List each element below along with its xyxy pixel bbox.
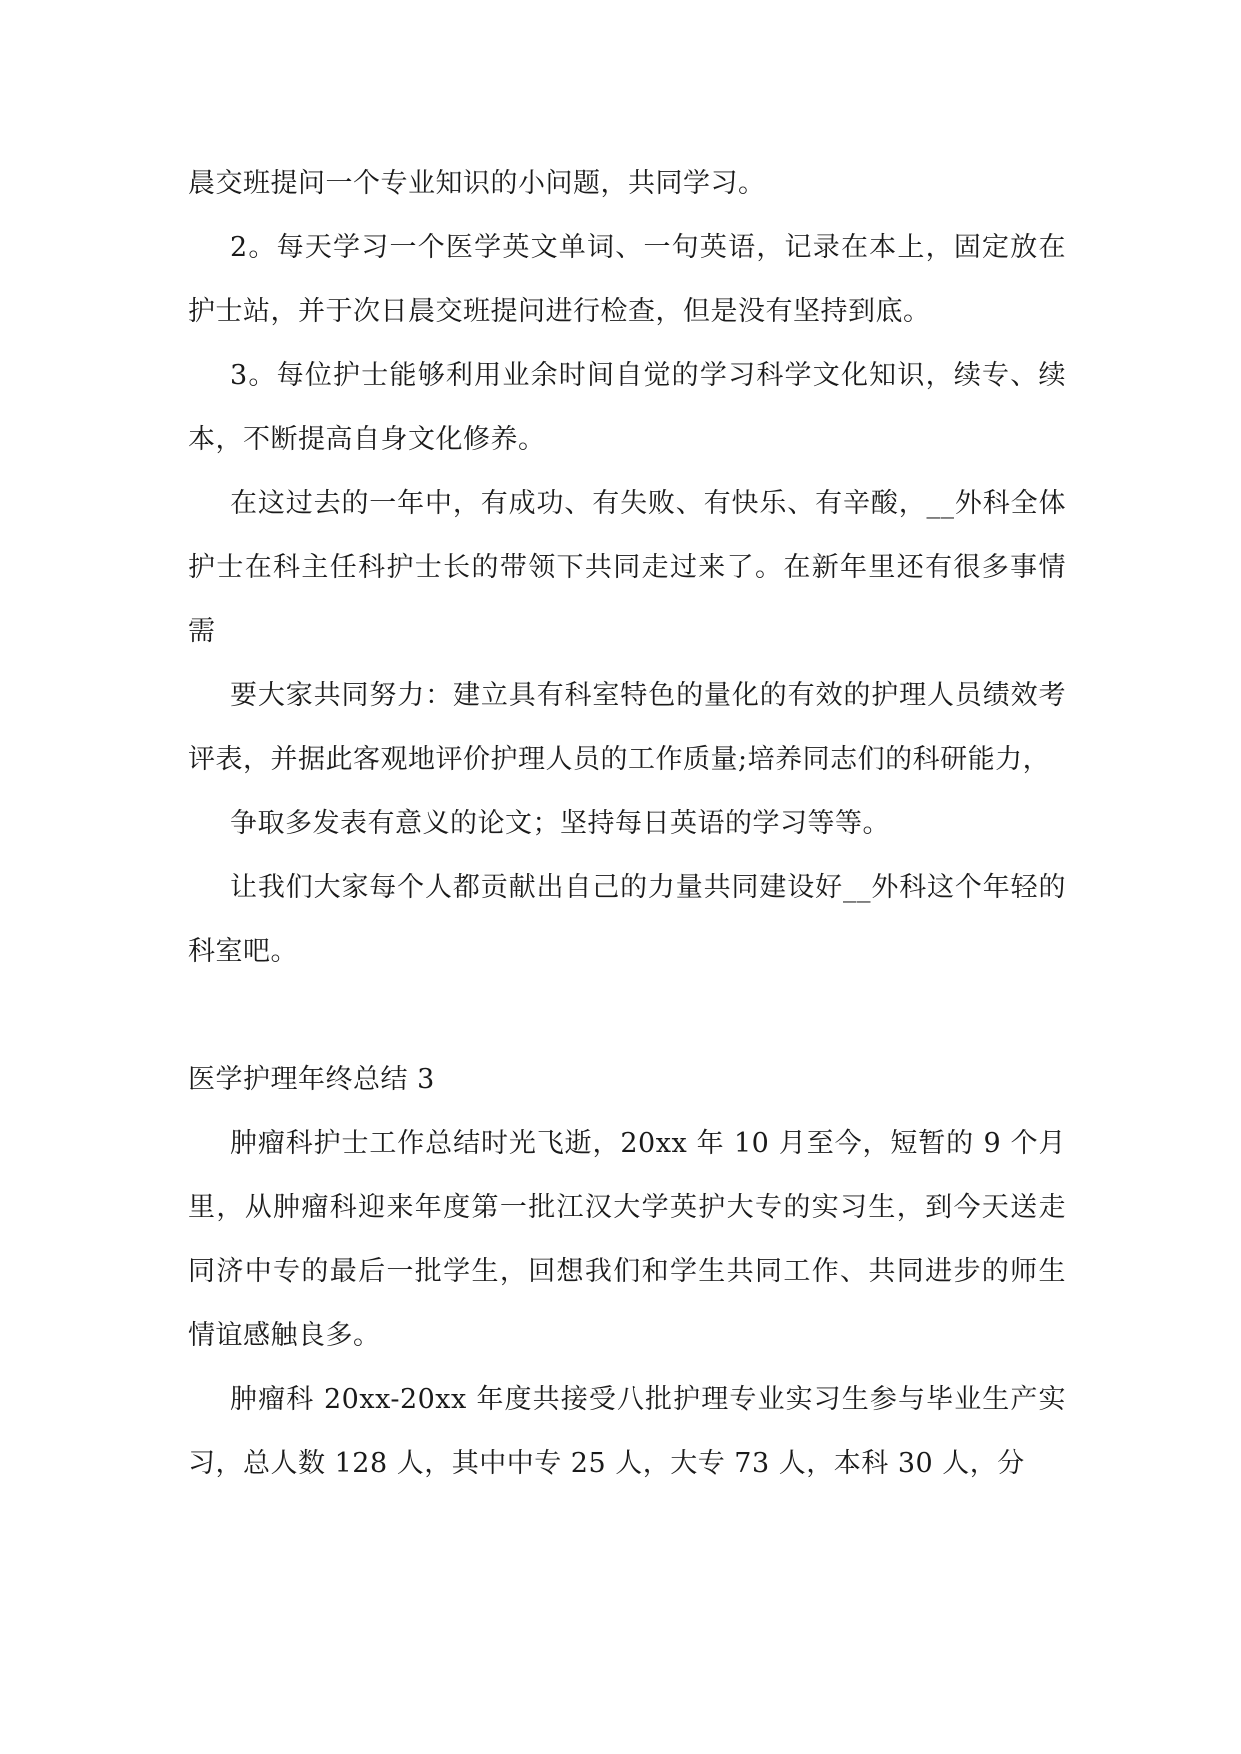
paragraph: 肿瘤科 20xx-20xx 年度共接受八批护理专业实习生参与毕业生产实习，总人数 128 人，其中中专 25 人，大专 73 人，本科 30 人，分 bbox=[188, 1384, 1066, 1479]
paragraph: 2。每天学习一个医学英文单词、一句英语，记录在本上，固定放在护士站，并于次日晨交班提问进行检查，但是没有坚持到底。 bbox=[188, 232, 1066, 327]
section-heading: 医学护理年终总结 3 bbox=[188, 1064, 435, 1095]
paragraph: 要大家共同努力：建立具有科室特色的量化的有效的护理人员绩效考评表，并据此客观地评价护理人员的工作质量;培养同志们的科研能力， bbox=[188, 680, 1066, 775]
paragraph: 在这过去的一年中，有成功、有失败、有快乐、有辛酸，__外科全体护士在科主任科护士长的带领下共同走过来了。在新年里还有很多事情需 bbox=[188, 488, 1066, 647]
paragraph: 晨交班提问一个专业知识的小问题，共同学习。 bbox=[188, 168, 766, 199]
document-body bbox=[188, 152, 1066, 1496]
paragraph: 肿瘤科护士工作总结时光飞逝，20xx 年 10 月至今，短暂的 9 个月里，从肿瘤科迎来年度第一批江汉大学英护大专的实习生，到今天送走同济中专的最后一批学生，回想我们和学生共同工作、共同进步的师生情谊感触良多。 bbox=[188, 1128, 1066, 1351]
paragraph: 让我们大家每个人都贡献出自己的力量共同建设好__外科这个年轻的科室吧。 bbox=[188, 872, 1066, 967]
paragraph: 3。每位护士能够利用业余时间自觉的学习科学文化知识，续专、续本，不断提高自身文化修养。 bbox=[188, 360, 1066, 455]
paragraph: 争取多发表有意义的论文；坚持每日英语的学习等等。 bbox=[230, 808, 890, 839]
